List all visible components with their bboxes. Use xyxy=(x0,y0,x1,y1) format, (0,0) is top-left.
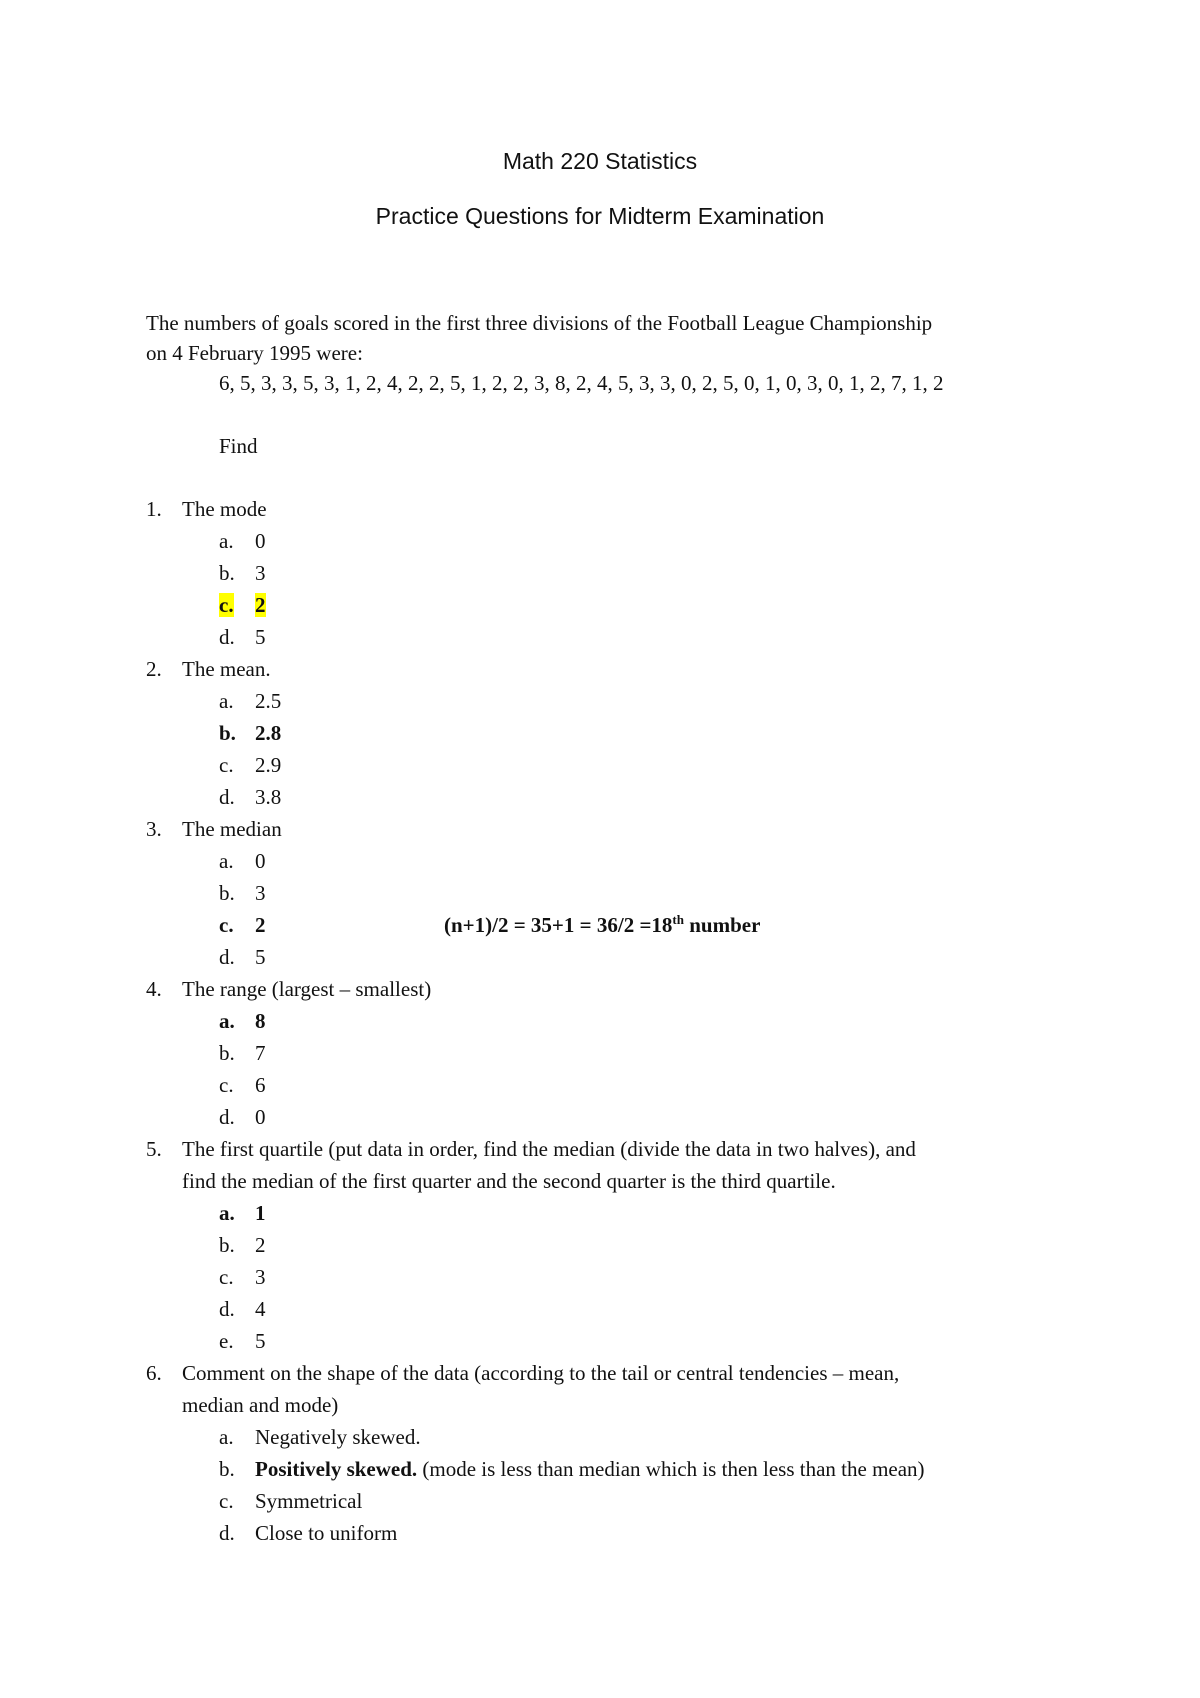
option-text: 5 xyxy=(255,945,266,969)
option-text: Symmetrical xyxy=(255,1489,363,1513)
median-calculation-note: (n+1)/2 = 35+1 = 36/2 =18th number xyxy=(444,912,761,937)
option-text: Negatively skewed. xyxy=(255,1425,421,1449)
option-letter: b. xyxy=(219,1233,235,1257)
option-text: 5 xyxy=(255,625,266,649)
option-letter: b. xyxy=(219,561,235,585)
question-6-continued: median and mode) xyxy=(182,1393,339,1417)
option-text: 2 xyxy=(255,1233,266,1257)
ordinal-suffix: th xyxy=(672,912,684,927)
document-subtitle: Practice Questions for Midterm Examination xyxy=(375,203,825,229)
option-letter: a. xyxy=(219,1201,235,1225)
option-letter: c. xyxy=(219,913,234,937)
question-5 xyxy=(146,1136,916,1162)
data-values: 6, 5, 3, 3, 5, 3, 1, 2, 4, 2, 2, 5, 1, 2, 2, 3, 8, 2, 4, 5, 3, 3, 0, 2, 5, 0, 1, 0, 3, 0, 1, 2, 7, 1, 2 xyxy=(219,371,944,395)
option-text: 4 xyxy=(255,1297,266,1321)
option-5a-answer xyxy=(219,1200,266,1226)
option-letter: d. xyxy=(219,625,235,649)
option-text: 0 xyxy=(255,529,266,553)
option-letter: e. xyxy=(219,1329,234,1353)
option-6c xyxy=(219,1488,362,1514)
option-letter: b. xyxy=(219,1457,235,1481)
option-letter: c. xyxy=(219,1073,234,1097)
option-letter: a. xyxy=(219,1009,235,1033)
option-text: 8 xyxy=(255,1009,266,1033)
question-number: 3. xyxy=(146,817,162,841)
question-text: The mode xyxy=(182,497,267,521)
option-1b xyxy=(219,560,266,586)
question-text: The first quartile (put data in order, find the median (divide the data in two halves), and xyxy=(182,1137,916,1161)
option-letter: c. xyxy=(219,1489,234,1513)
option-text: Positively skewed. xyxy=(255,1457,418,1481)
question-text: The mean. xyxy=(182,657,271,681)
option-5d xyxy=(219,1296,266,1322)
option-4b xyxy=(219,1040,266,1066)
intro-line-1: The numbers of goals scored in the first three divisions of the Football League Championship xyxy=(146,311,933,335)
option-3d xyxy=(219,944,266,970)
option-text: 3 xyxy=(255,561,266,585)
question-6 xyxy=(146,1360,899,1386)
option-letter: b. xyxy=(219,881,235,905)
option-text: 3.8 xyxy=(255,785,282,809)
option-5c xyxy=(219,1264,266,1290)
option-letter: c. xyxy=(219,593,234,617)
option-1c-answer xyxy=(219,592,266,618)
option-2a xyxy=(219,688,281,714)
option-letter: a. xyxy=(219,689,234,713)
option-4a-answer xyxy=(219,1008,266,1034)
course-title: Math 220 Statistics xyxy=(502,148,698,174)
option-letter: c. xyxy=(219,1265,234,1289)
question-text: The range (largest – smallest) xyxy=(182,977,432,1001)
question-2 xyxy=(146,656,271,682)
option-letter: d. xyxy=(219,1521,235,1545)
question-number: 1. xyxy=(146,497,162,521)
option-text: 0 xyxy=(255,849,266,873)
option-text: 7 xyxy=(255,1041,266,1065)
question-number: 2. xyxy=(146,657,162,681)
option-text: 3 xyxy=(255,881,266,905)
option-letter: a. xyxy=(219,1425,234,1449)
option-5b xyxy=(219,1232,266,1258)
option-letter: d. xyxy=(219,785,235,809)
option-letter: a. xyxy=(219,849,234,873)
option-text: 2 xyxy=(255,913,266,937)
question-number: 4. xyxy=(146,977,162,1001)
option-6b-answer xyxy=(219,1456,925,1482)
option-text: 3 xyxy=(255,1265,266,1289)
option-explanation: (mode is less than median which is then less than the mean) xyxy=(417,1457,925,1481)
option-letter: a. xyxy=(219,529,234,553)
question-1 xyxy=(146,496,267,522)
question-5-continued: find the median of the first quarter and the second quarter is the third quartile. xyxy=(182,1169,836,1193)
option-letter: d. xyxy=(219,1105,235,1129)
option-text: 6 xyxy=(255,1073,266,1097)
option-text: 1 xyxy=(255,1201,266,1225)
option-text: 2.5 xyxy=(255,689,282,713)
option-letter: c. xyxy=(219,753,234,777)
option-text: 2 xyxy=(255,593,266,617)
option-text: Close to uniform xyxy=(255,1521,398,1545)
question-3 xyxy=(146,816,282,842)
option-letter: b. xyxy=(219,721,236,745)
option-6d xyxy=(219,1520,397,1546)
option-2d xyxy=(219,784,281,810)
option-letter: b. xyxy=(219,1041,235,1065)
option-text: 0 xyxy=(255,1105,266,1129)
option-4c xyxy=(219,1072,266,1098)
option-6a xyxy=(219,1424,421,1450)
option-text: 2.8 xyxy=(255,721,282,745)
option-3b xyxy=(219,880,266,906)
option-5e xyxy=(219,1328,266,1354)
option-letter: d. xyxy=(219,1297,235,1321)
question-4 xyxy=(146,976,431,1002)
option-text: 5 xyxy=(255,1329,266,1353)
question-number: 6. xyxy=(146,1361,162,1385)
find-label: Find xyxy=(219,434,258,458)
option-2c xyxy=(219,752,281,778)
question-text: Comment on the shape of the data (according to the tail or central tendencies – mean, xyxy=(182,1361,900,1385)
option-2b-answer xyxy=(219,720,281,746)
intro-line-2: on 4 February 1995 were: xyxy=(146,341,363,365)
option-1d xyxy=(219,624,266,650)
option-4d xyxy=(219,1104,266,1130)
option-letter: d. xyxy=(219,945,235,969)
question-text: The median xyxy=(182,817,282,841)
option-3c-answer xyxy=(219,912,266,938)
option-1a xyxy=(219,528,266,554)
question-number: 5. xyxy=(146,1137,162,1161)
option-text: 2.9 xyxy=(255,753,282,777)
option-3a xyxy=(219,848,266,874)
